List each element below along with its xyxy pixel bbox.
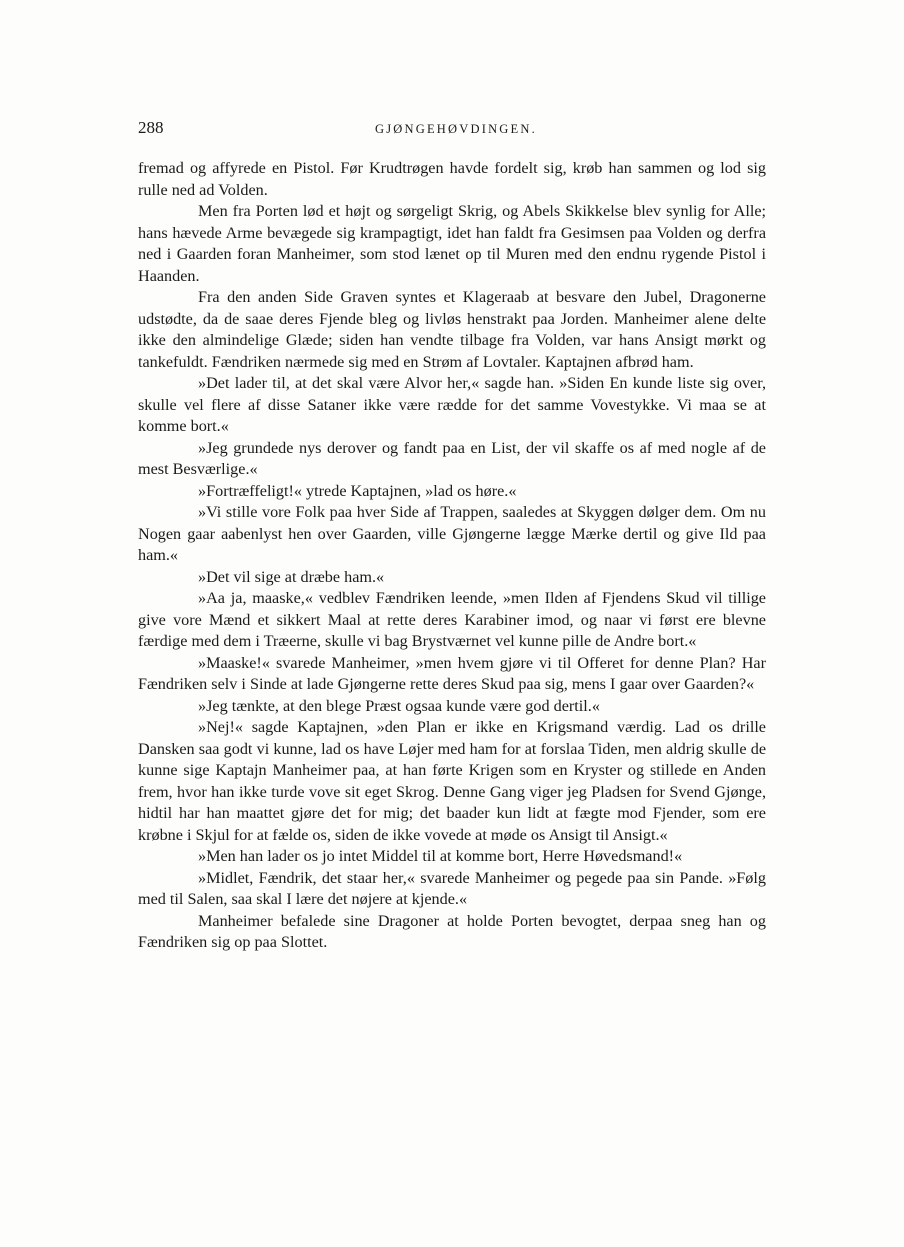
running-title: GJØNGEHØVDINGEN. xyxy=(375,122,537,136)
paragraph: Fra den anden Side Graven syntes et Klageraab at besvare den Jubel, Dragonerne udstødte, da de saae deres Fjende bleg og livløs henstrakt paa Jorden. Manheimer alene delte ikke den almindelige Glæde; siden han vendte tilbage fra Volden, var hans Ansigt mørkt og tankefuldt. Fændriken nærmede sig med en Strøm af Lovtaler. Kaptajnen afbrød ham. xyxy=(138,288,766,371)
paragraph: »Fortræffeligt!« ytrede Kaptajnen, »lad os høre.« xyxy=(198,481,517,500)
paragraph: »Jeg grundede nys derover og fandt paa en List, der vil skaffe os af med nogle af de mest Besværlige.« xyxy=(138,438,766,478)
paragraph: »Det vil sige at dræbe ham.« xyxy=(198,567,385,586)
paragraph: Manheimer befalede sine Dragoner at holde Porten bevogtet, derpaa sneg han og Fændriken sig op paa Slottet. xyxy=(138,911,766,951)
paragraph: Men fra Porten lød et højt og sørgeligt Skrig, og Abels Skikkelse blev synlig for Alle; hans hævede Arme bevægede sig krampagtigt, idet han faldt fra Gesimsen paa Volden og derfra ned i Gaarden foran Manheimer, som stod lænet op til Muren med den endnu rygende Pistol i Haanden. xyxy=(138,202,766,285)
paragraph: fremad og affyrede en Pistol. Før Krudtrøgen havde fordelt sig, krøb han sammen og lod sig rulle ned ad Volden. xyxy=(138,159,766,199)
paragraph: »Aa ja, maaske,« vedblev Fændriken leende, »men Ilden af Fjendens Skud vil tillige give vore Mænd et sikkert Maal at rette deres Karabiner imod, og naar vi først ere blevne færdige med dem i Træerne, skulle vi bag Brystværnet vel kunne pille de Andre bort.« xyxy=(138,589,766,650)
paragraph: »Maaske!« svarede Manheimer, »men hvem gjøre vi til Offeret for denne Plan? Har Fændriken selv i Sinde at lade Gjøngerne rette deres Skud paa sig, mens I gaar over Gaarden?« xyxy=(138,653,766,693)
paragraph: »Vi stille vore Folk paa hver Side af Trappen, saaledes at Skyggen dølger dem. Om nu Nogen gaar aabenlyst hen over Gaarden, ville Gjøngerne lægge Mærke dertil og give Ild paa ham.« xyxy=(138,503,766,564)
paragraph: »Midlet, Fændrik, det staar her,« svarede Manheimer og pegede paa sin Pande. »Følg med til Salen, saa skal I lære det nøjere at kjende.« xyxy=(138,868,766,908)
book-page xyxy=(138,118,766,954)
paragraph: »Men han lader os jo intet Middel til at komme bort, Herre Høvedsmand!« xyxy=(198,847,683,865)
paragraph: »Jeg tænkte, at den blege Præst ogsaa kunde være god dertil.« xyxy=(198,696,600,715)
paragraph: »Nej!« sagde Kaptajnen, »den Plan er ikke en Krigsmand værdig. Lad os drille Dansken saa godt vi kunne, lad os have Løjer med ham for at forslaa Tiden, men aldrig skulle de kunne sige Kaptajn Manheimer paa, at han førte Krigen som en Kryster og stillede en Anden frem, hvor han ikke turde vove sit eget Skrog. Denne Gang viger jeg Pladsen for Svend Gjønge, hidtil har han maattet gjøre det for mig; det baader kun lidt at fægte mod Fjender, som ere krøbne i Skjul for at fælde os, siden de ikke vovede at møde os Ansigt til Ansigt.« xyxy=(138,718,766,844)
body-text xyxy=(138,158,766,954)
paragraph: »Det lader til, at det skal være Alvor her,« sagde han. »Siden En kunde liste sig over, skulle vel flere af disse Sataner ikke være rædde for det samme Vovestykke. Vi maa se at komme bort.« xyxy=(138,374,766,435)
page-number: 288 xyxy=(138,118,164,137)
page-header xyxy=(138,118,766,158)
